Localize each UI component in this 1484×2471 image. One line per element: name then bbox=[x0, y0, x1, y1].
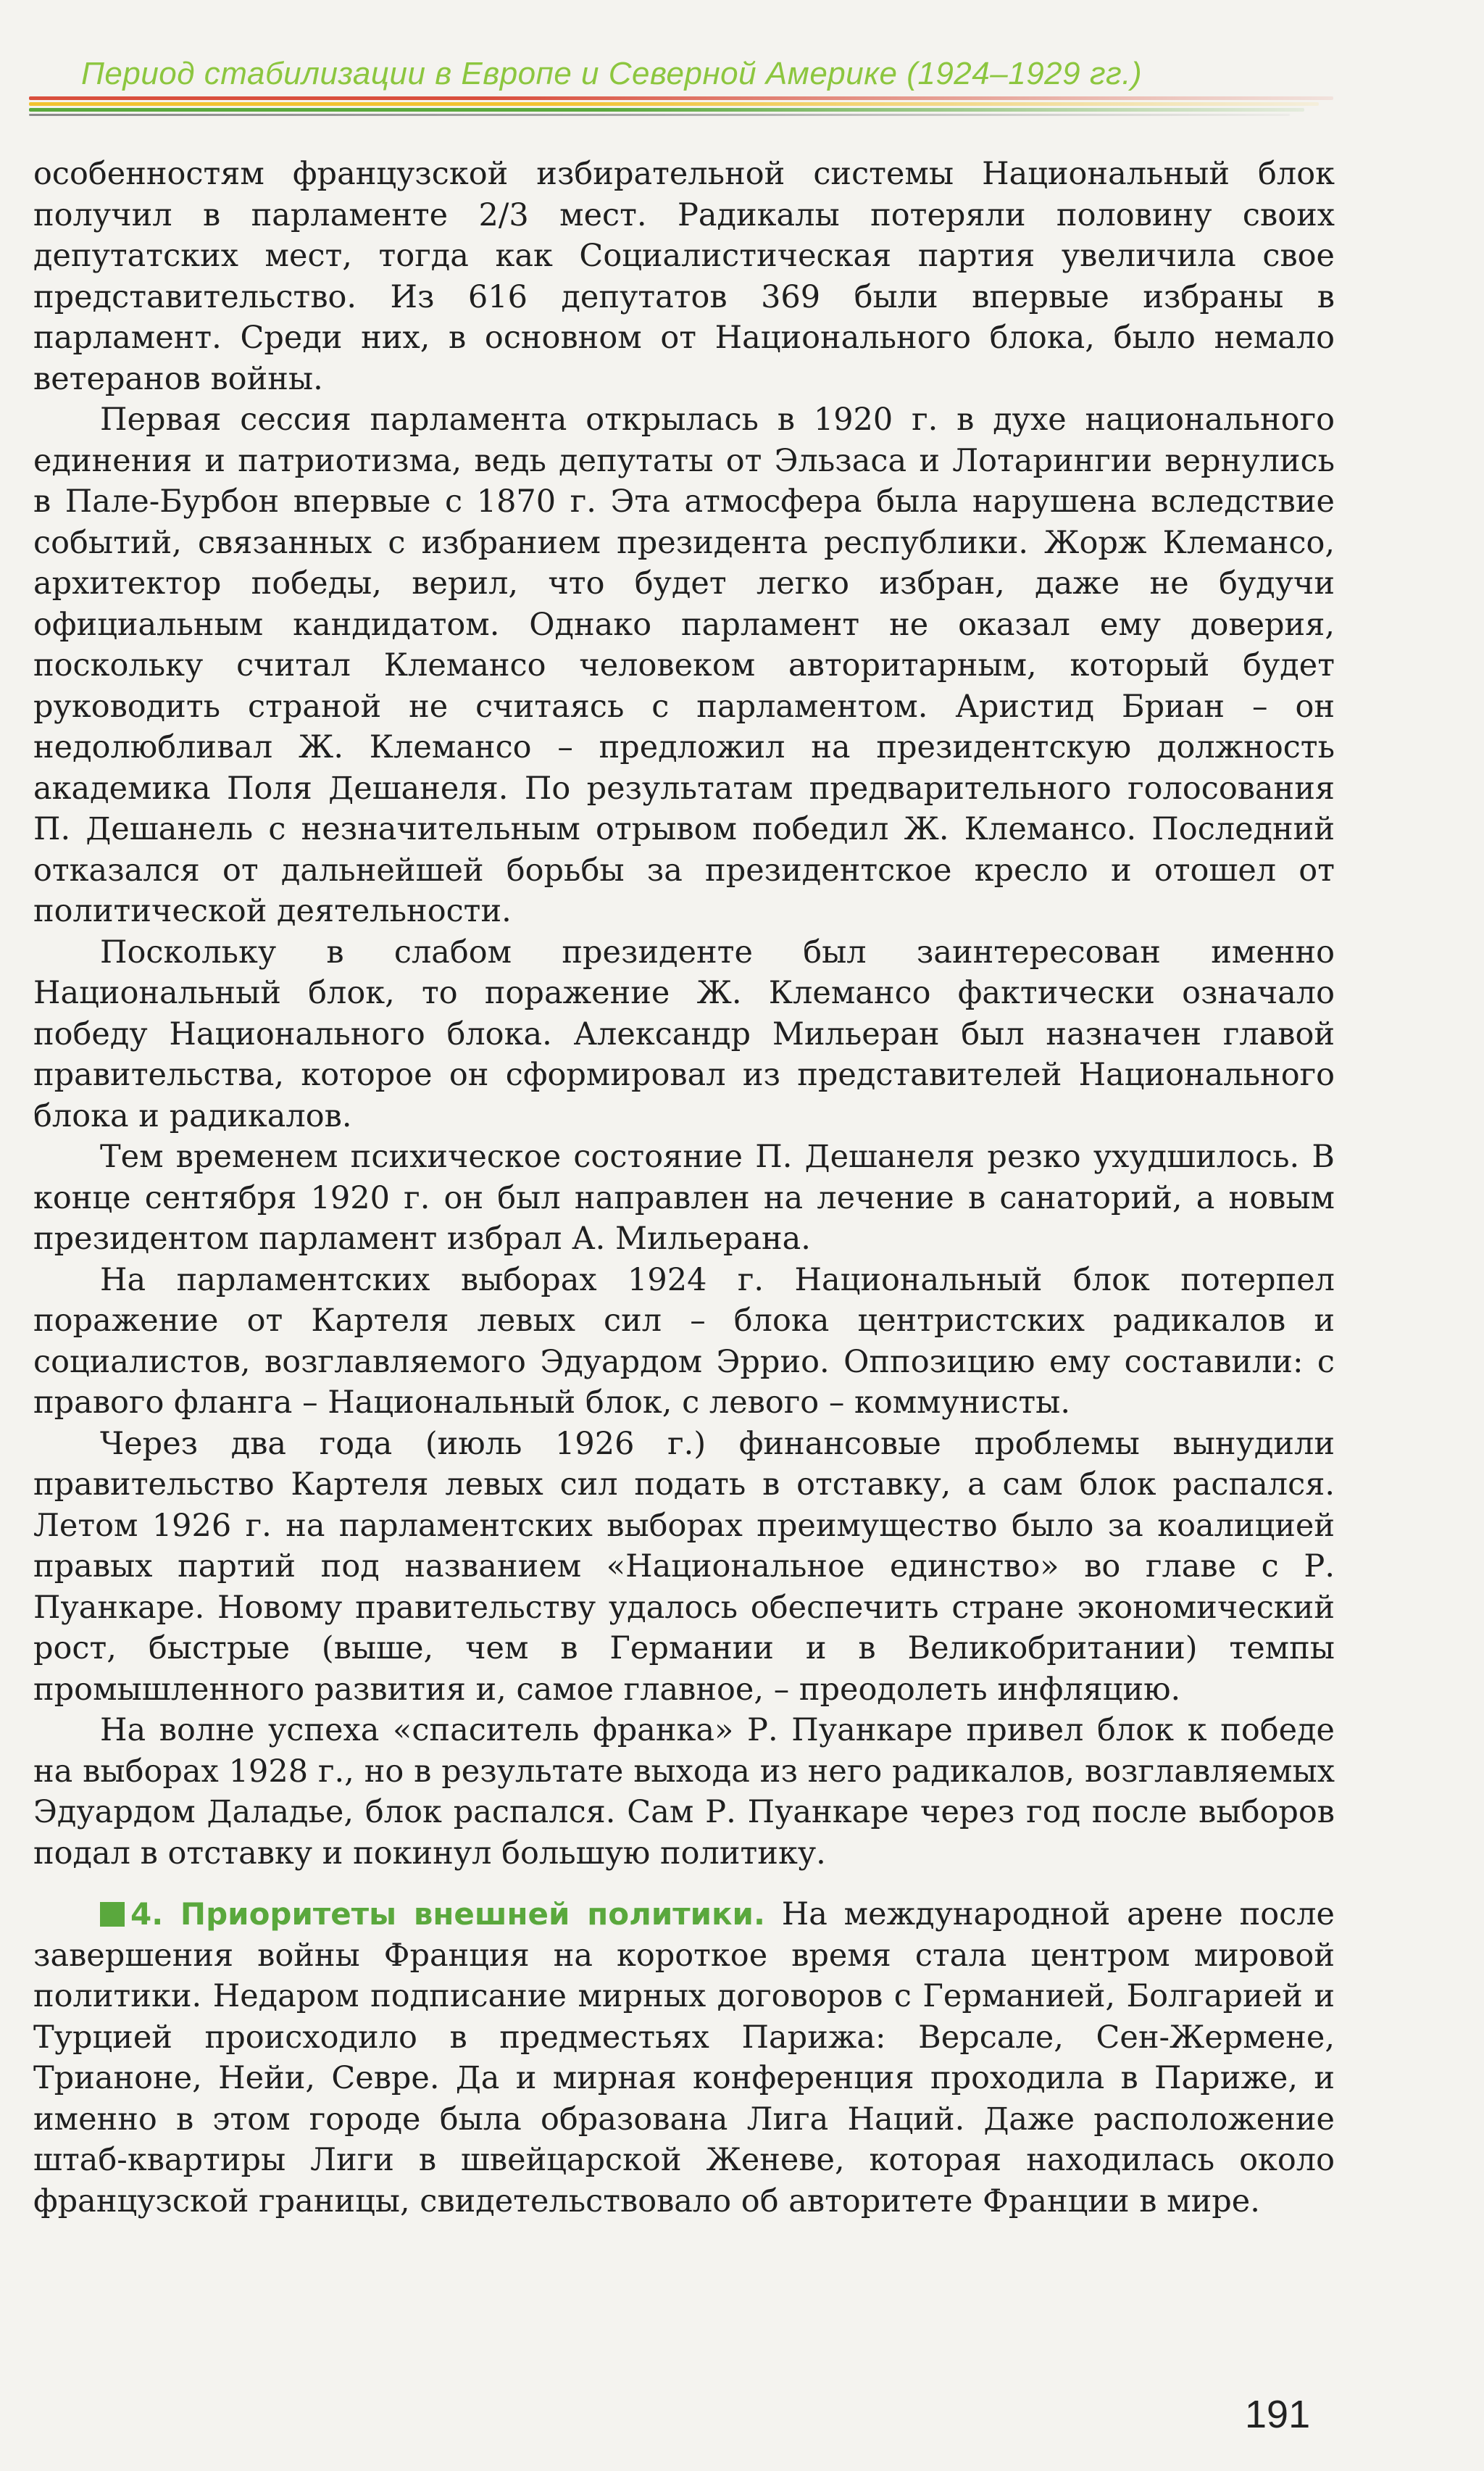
header-stripe-green bbox=[29, 108, 1304, 112]
paragraph-continued: особенностям французской избирательной системы Национальный блок получил в парламенте 2/3 мест. Радикалы потеряли половину своих депутатских мест, тогда как Социалистическая партия увеличила свое представительство. Из 616 депутатов 369 были впервые избраны в парламент. Среди них, в основном от Национального блока, было немало ветеранов войны. bbox=[33, 156, 1335, 397]
header-stripe-gray bbox=[29, 114, 1290, 116]
section-heading: 4. Приоритеты внешней политики. bbox=[130, 1896, 765, 1932]
paragraph: Тем временем психическое состояние П. Дешанеля резко ухудшилось. В конце сентября 1920 г. он был направлен на лечение в санаторий, а новым президентом парламент избрал А. Мильерана. bbox=[33, 1139, 1335, 1257]
section-paragraph bbox=[33, 1894, 1335, 2222]
page-number: 191 bbox=[1245, 2393, 1311, 2436]
paragraph: На парламентских выборах 1924 г. Национальный блок потерпел поражение от Картеля левых сил – блока центристских радикалов и социалистов, возглавляемого Эдуардом Эррио. Оппозицию ему составили: с правого фланга – Национальный блок, с левого – коммунисты. bbox=[33, 1261, 1335, 1421]
page-body bbox=[33, 154, 1335, 2222]
section-text: На международной арене после завершения войны Франция на короткое время стала центром мировой политики. Недаром подписание мирных договоров с Германией, Болгарией и Турцией происходило в предместьях Парижа: Версале, Сен-Жермене, Трианоне, Нейи, Севре. Да и мирная конференция проходила в Париже, и именно в этом городе была образована Лига Наций. Даже расположение штаб-квартиры Лиги в швейцарской Женеве, которая находилась около французской границы, свидетельствовало об авторитете Франции в мире. bbox=[33, 1896, 1335, 2219]
running-head-title: Период стабилизации в Европе и Северной Америке (1924–1929 гг.) bbox=[81, 56, 1143, 91]
paragraph: На волне успеха «спаситель франка» Р. Пуанкаре привел блок к победе на выборах 1928 г., но в результате выхода из него радикалов, возглавляемых Эдуардом Даладье, блок распался. Сам Р. Пуанкаре через год после выборов подал в отставку и покинул большую политику. bbox=[33, 1712, 1335, 1872]
paragraph: Поскольку в слабом президенте был заинтересован именно Национальный блок, то поражение Ж. Клемансо фактически означало победу Национального блока. Александр Мильеран был назначен главой правительства, которое он сформировал из представителей Национального блока и радикалов. bbox=[33, 934, 1335, 1134]
paragraph: Через два года (июль 1926 г.) финансовые проблемы вынудили правительство Картеля левых сил подать в отставку, а сам блок распался. Летом 1926 г. на парламентских выборах преимущество было за коалицией правых партий под названием «Национальное единство» во главе с Р. Пуанкаре. Новому правительству удалось обеспечить стране экономический рост, быстрые (выше, чем в Германии и в Великобритании) темпы промышленного развития и, самое главное, – преодолеть инфляцию. bbox=[33, 1425, 1335, 1708]
header-stripe-yellow bbox=[29, 102, 1319, 106]
page-header bbox=[29, 40, 1348, 120]
header-decorative-stripes bbox=[29, 96, 1348, 118]
section-marker-icon bbox=[100, 1902, 125, 1927]
header-stripe-red bbox=[29, 96, 1333, 100]
paragraph: Первая сессия парламента открылась в 1920 г. в духе национального единения и патриотизма, ведь депутаты от Эльзаса и Лотарингии вернулись в Пале-Бурбон впервые с 1870 г. Эта атмосфера была нарушена вследствие событий, связанных с избранием президента республики. Жорж Клемансо, архитектор победы, верил, что будет легко избран, даже не будучи официальным кандидатом. Однако парламент не оказал ему доверия, поскольку считал Клемансо человеком авторитарным, который будет руководить страной не считаясь с парламентом. Аристид Бриан – он недолюбливал Ж. Клемансо – предложил на президентскую должность академика Поля Дешанеля. По результатам предварительного голосования П. Дешанель с незначительным отрывом победил Ж. Клемансо. Последний отказался от дальнейшей борьбы за президентское кресло и отошел от политической деятельности. bbox=[33, 402, 1335, 929]
